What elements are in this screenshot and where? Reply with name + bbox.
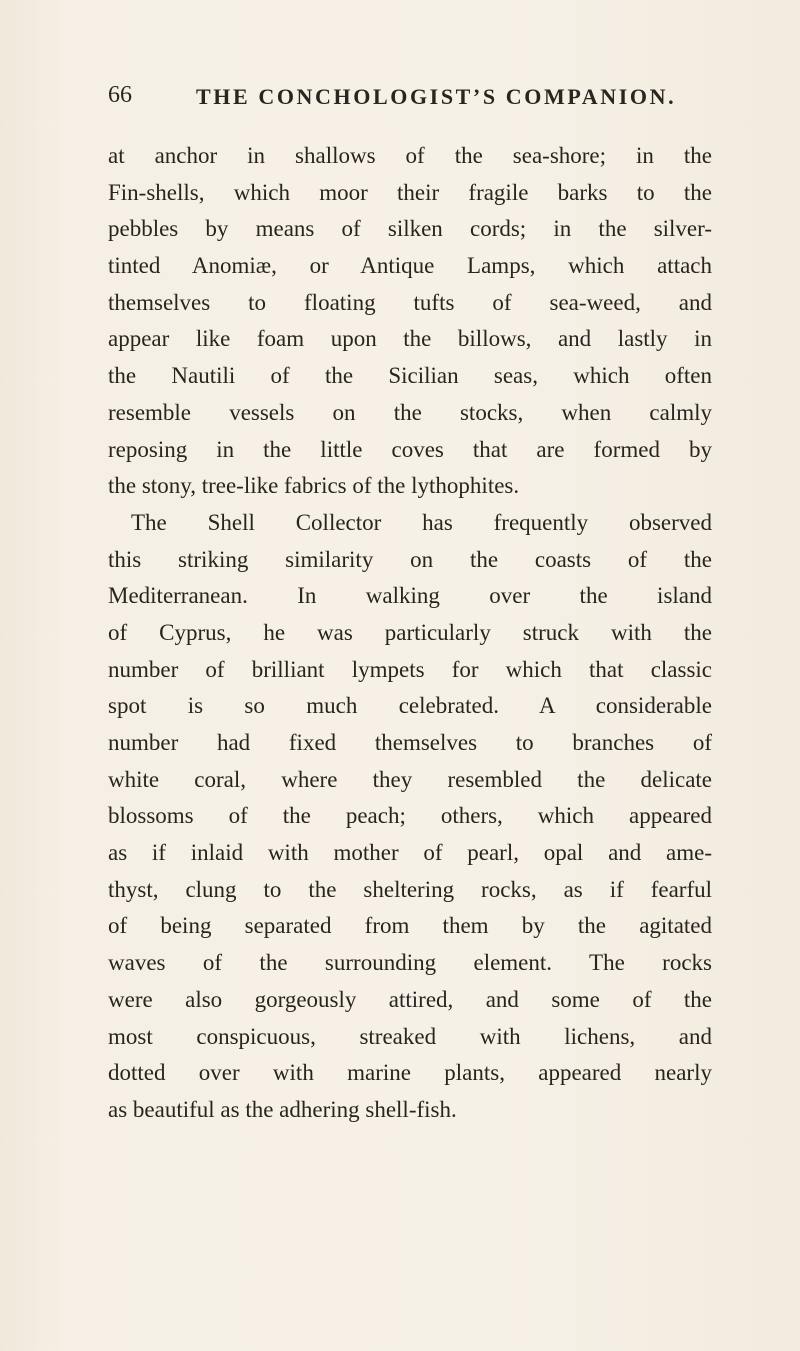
text-line: resemble vessels on the stocks, when calmly <box>108 399 712 425</box>
text-line: were also gorgeously attired, and some of the <box>108 986 712 1012</box>
text-line: dotted over with marine plants, appeared nearly <box>108 1060 712 1086</box>
text-line: at anchor in shallows of the sea-shore; in the <box>108 143 712 168</box>
text-line: themselves to floating tufts of sea-weed, and <box>108 289 712 315</box>
text-line: as if inlaid with mother of pearl, opal and ame- <box>108 840 712 866</box>
page-number: 66 <box>108 82 132 108</box>
text-line: the Nautili of the Sicilian seas, which often <box>108 363 712 389</box>
text-line: waves of the surrounding element. The rocks <box>108 950 712 976</box>
text-line: blossoms of the peach; others, which appeared <box>108 803 712 829</box>
text-line: thyst, clung to the sheltering rocks, as if fearful <box>108 876 712 902</box>
text-line: reposing in the little coves that are formed by <box>108 436 712 462</box>
text-line: Mediterranean. In walking over the island <box>108 583 712 609</box>
text-line: this striking similarity on the coasts of the <box>108 546 712 572</box>
text-line: tinted Anomiæ, or Antique Lamps, which attach <box>108 253 712 279</box>
body-text <box>108 138 712 1129</box>
text-line: of being separated from them by the agitated <box>108 913 712 939</box>
text-line: pebbles by means of silken cords; in the silver- <box>108 216 712 242</box>
text-line: white coral, where they resembled the delicate <box>108 766 712 792</box>
paragraph-start-line: The Shell Collector has frequently observed <box>131 509 712 535</box>
text-line: number of brilliant lympets for which that classic <box>108 656 712 682</box>
running-title: THE CONCHOLOGIST’S COMPANION. <box>196 84 677 109</box>
text-line: spot is so much celebrated. A considerable <box>108 693 712 719</box>
text-line: Fin-shells, which moor their fragile barks to the <box>108 179 712 205</box>
text-line: appear like foam upon the billows, and lastly in <box>108 326 712 352</box>
text-line: number had fixed themselves to branches of <box>108 730 712 755</box>
text-line: the stony, tree-like fabrics of the lythophites. <box>108 473 520 499</box>
text-line: as beautiful as the adhering shell-fish. <box>108 1096 457 1122</box>
text-line: most conspicuous, streaked with lichens, and <box>108 1023 712 1049</box>
running-head <box>108 82 688 122</box>
text-line: of Cyprus, he was particularly struck with the <box>108 619 712 645</box>
